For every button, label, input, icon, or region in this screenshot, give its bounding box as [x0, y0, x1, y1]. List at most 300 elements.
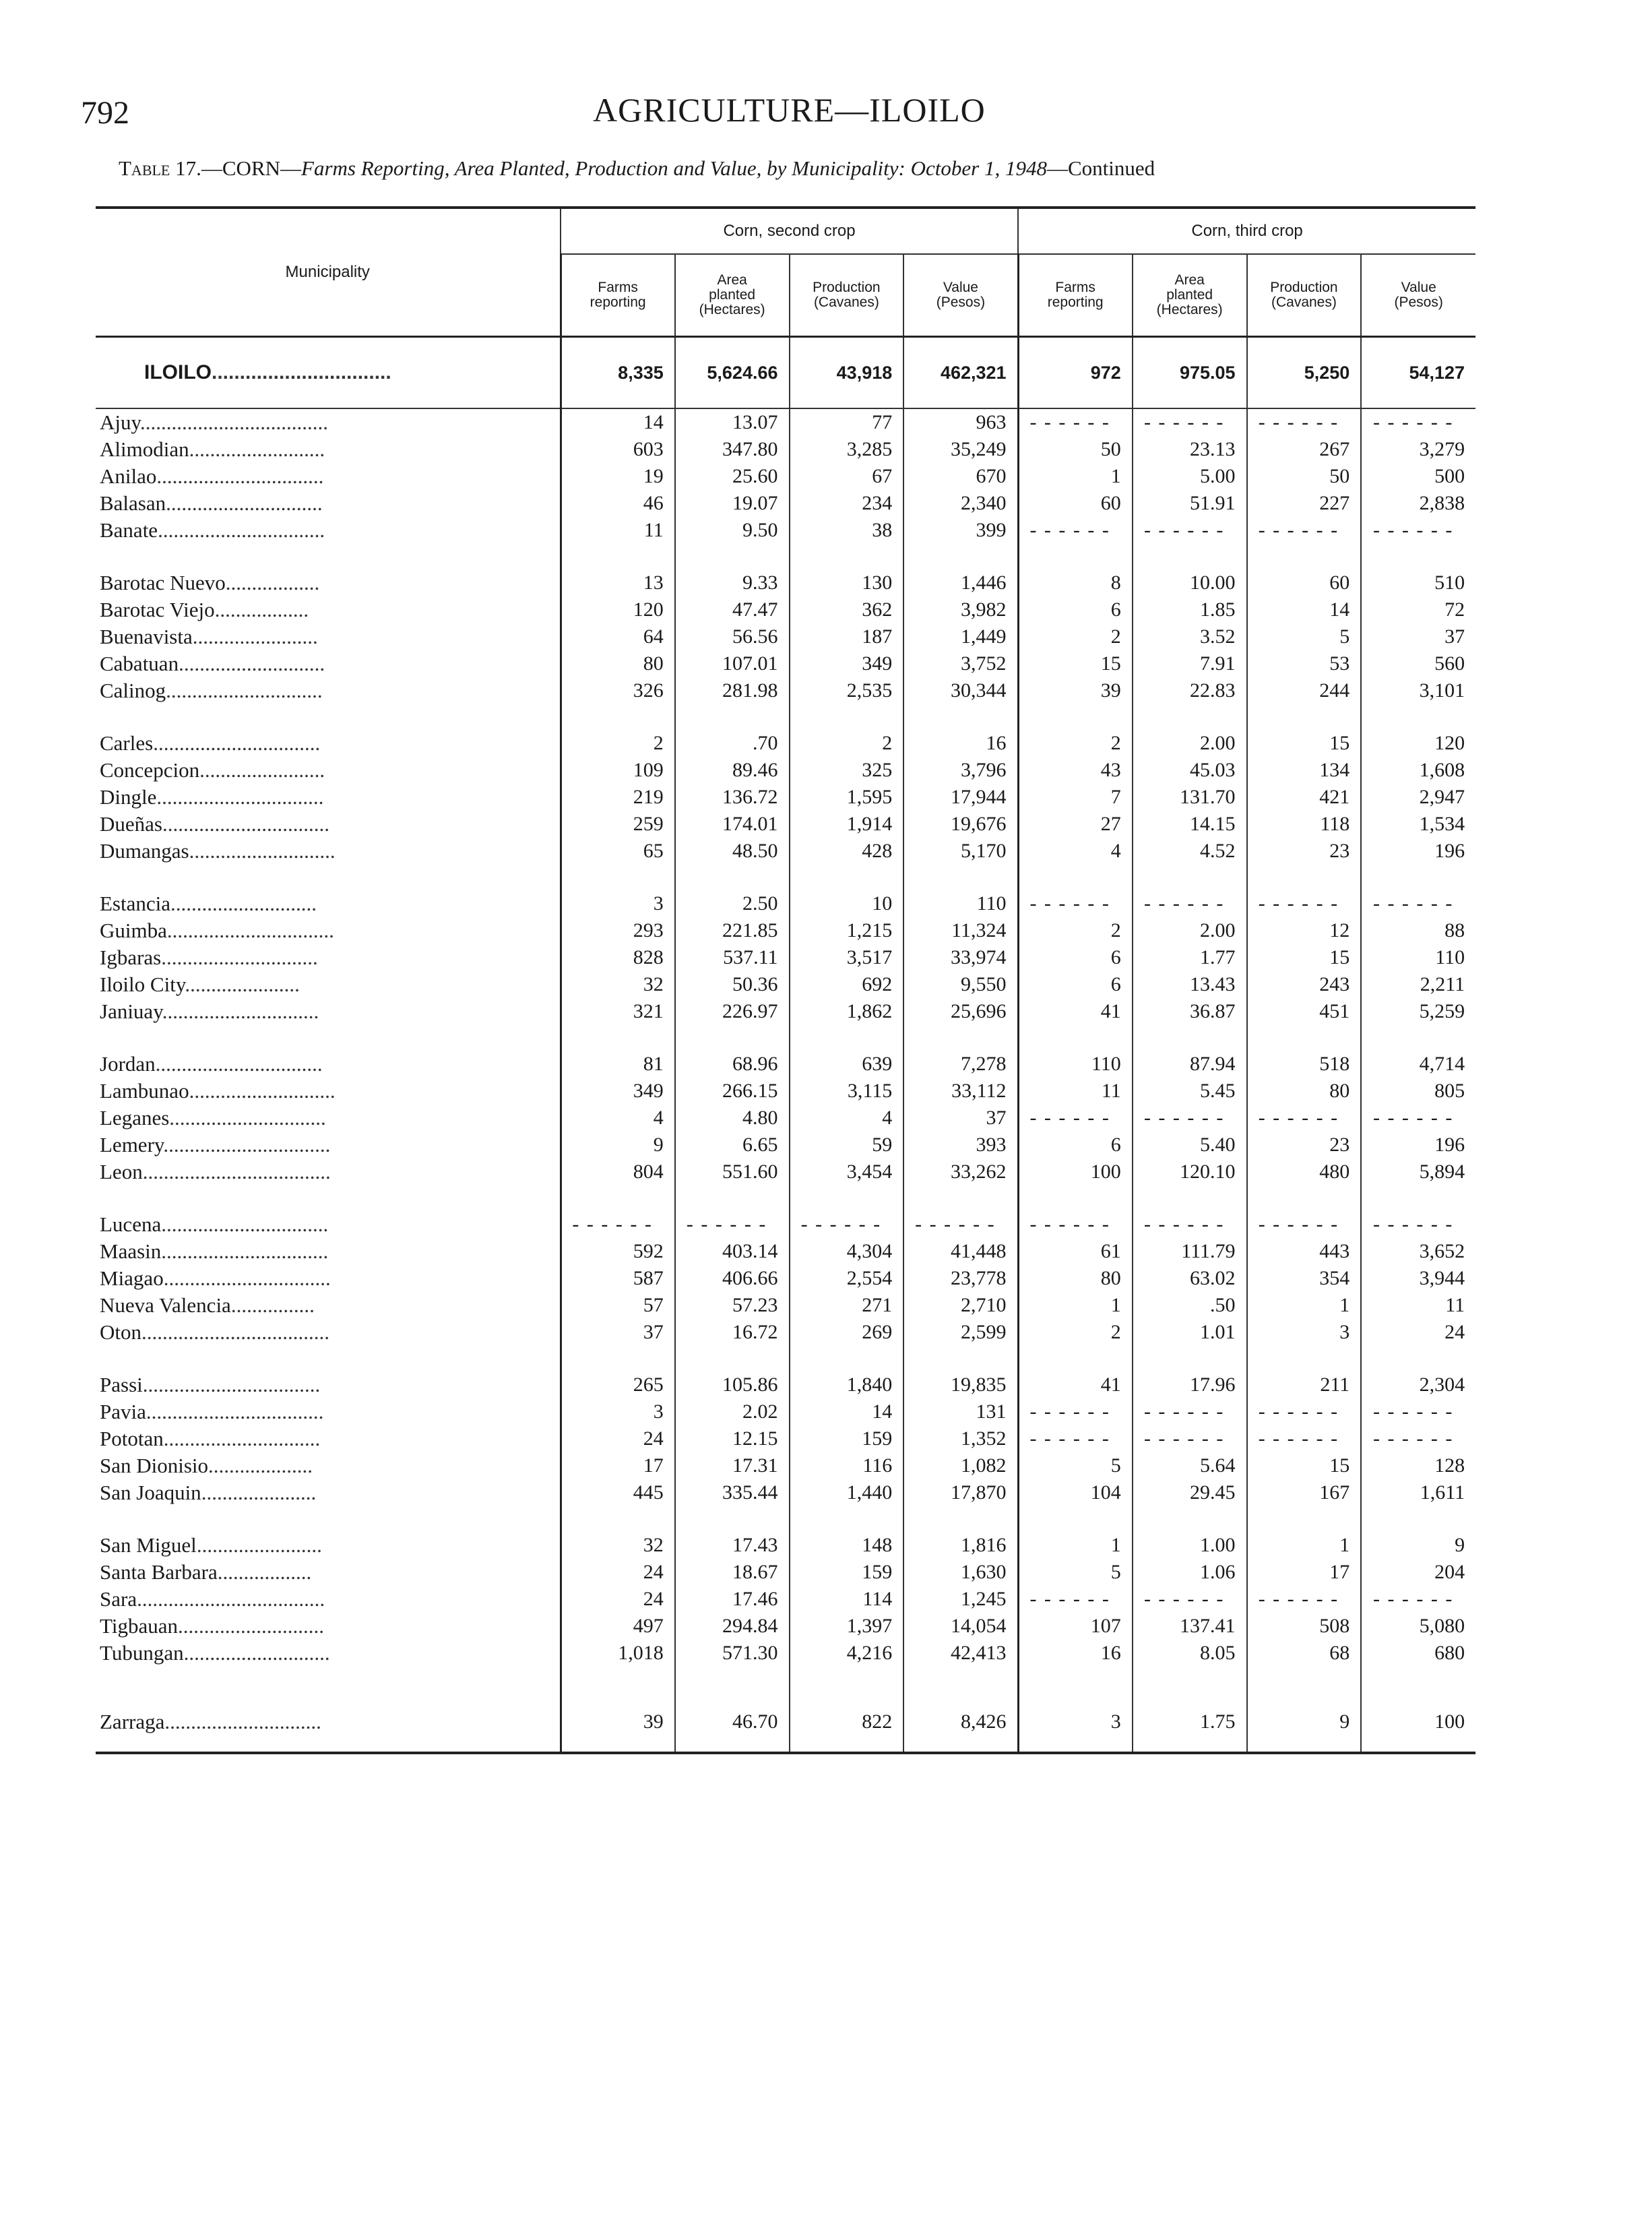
spacer-cell	[903, 1667, 1018, 1692]
value-cell: 18.67	[675, 1559, 790, 1586]
value-cell: 508	[1247, 1613, 1362, 1640]
municipality-label: Pototan	[100, 1427, 164, 1450]
spacer-cell	[790, 1667, 904, 1692]
value-cell	[1361, 1105, 1475, 1132]
value-cell: 822	[790, 1692, 904, 1753]
value-cell	[1247, 1105, 1362, 1132]
dot-leader: ......................	[185, 972, 300, 996]
value-cell: 25.60	[675, 463, 790, 490]
value-cell: 1.75	[1133, 1692, 1247, 1753]
value-cell: 23	[1247, 838, 1362, 865]
value-cell: 9,550	[903, 971, 1018, 998]
dash-leader: - - - - - -	[800, 1213, 882, 1235]
spacer-cell	[790, 544, 904, 569]
value-cell: 14.15	[1133, 811, 1247, 838]
table-row	[96, 623, 1475, 650]
value-cell	[1361, 517, 1475, 544]
value-cell: 399	[903, 517, 1018, 544]
header-row-groups	[96, 208, 1475, 254]
value-cell: 1	[1018, 1292, 1133, 1319]
value-cell: 39	[561, 1692, 675, 1753]
spacer-cell	[1018, 1667, 1133, 1692]
value-cell: 2,710	[903, 1292, 1018, 1319]
value-cell: 53	[1247, 650, 1362, 677]
spacer-cell	[1247, 865, 1362, 890]
caption-label: Table 17.	[119, 156, 201, 180]
municipality-label: San Dionisio	[100, 1454, 209, 1477]
value-cell: 17.31	[675, 1452, 790, 1479]
value-cell: 4,304	[790, 1238, 904, 1265]
municipality-label: Tubungan	[100, 1641, 184, 1665]
value-cell: 347.80	[675, 436, 790, 463]
value-cell: 37	[1361, 623, 1475, 650]
column-header	[1247, 254, 1362, 337]
dash-leader: - - - - - -	[1143, 1213, 1225, 1235]
spacer-cell	[96, 865, 561, 890]
value-cell: 5,259	[1361, 998, 1475, 1025]
municipality-name	[96, 490, 561, 517]
value-cell: 5	[1247, 623, 1362, 650]
value-cell: 5,894	[1361, 1159, 1475, 1185]
value-cell: 14	[561, 408, 675, 436]
column-header-line: reporting	[1047, 295, 1104, 310]
municipality-name	[96, 1479, 561, 1506]
value-cell: 571.30	[675, 1640, 790, 1667]
value-cell: 80	[1247, 1078, 1362, 1105]
spacer-cell	[790, 1346, 904, 1371]
value-cell: 1.00	[1133, 1532, 1247, 1559]
value-cell: 68	[1247, 1640, 1362, 1667]
value-cell: 451	[1247, 998, 1362, 1025]
spacer-cell	[790, 1025, 904, 1051]
value-cell: 5,624.66	[675, 338, 790, 408]
value-cell: 6	[1018, 971, 1133, 998]
spacer-cell	[1018, 865, 1133, 890]
column-header	[1018, 254, 1133, 337]
value-cell: 393	[903, 1132, 1018, 1159]
value-cell: 403.14	[675, 1238, 790, 1265]
column-header-line: (Cavanes)	[813, 295, 879, 310]
value-cell: 47.47	[675, 596, 790, 623]
value-cell	[1018, 890, 1133, 917]
municipality-label: Alimodian	[100, 437, 189, 461]
value-cell: 10.00	[1133, 569, 1247, 596]
spacer-cell	[1133, 1185, 1247, 1211]
spacer-cell	[1133, 1667, 1247, 1692]
value-cell: 5	[1018, 1452, 1133, 1479]
spacer-cell	[96, 544, 561, 569]
spacer-cell	[1247, 704, 1362, 730]
value-cell: 2,947	[1361, 784, 1475, 811]
value-cell: 1,215	[790, 917, 904, 944]
value-cell: 88	[1361, 917, 1475, 944]
dot-leader: ................................	[156, 464, 324, 488]
value-cell: 16	[903, 730, 1018, 757]
spacer-cell	[1133, 544, 1247, 569]
value-cell: 1.85	[1133, 596, 1247, 623]
value-cell: 22.83	[1133, 677, 1247, 704]
spacer-cell	[1361, 865, 1475, 890]
total-row	[96, 338, 1475, 408]
table-row	[96, 784, 1475, 811]
value-cell: 130	[790, 569, 904, 596]
value-cell: 349	[790, 650, 904, 677]
dash-leader: - - - - - -	[1029, 519, 1110, 541]
dot-leader: ................................	[161, 1212, 329, 1236]
value-cell: 19,835	[903, 1371, 1018, 1398]
dot-leader: ............................	[179, 652, 325, 675]
dash-leader: - - - - - -	[1143, 1400, 1225, 1423]
table-row	[96, 1452, 1475, 1479]
value-cell: 6	[1018, 1132, 1133, 1159]
value-cell: 137.41	[1133, 1613, 1247, 1640]
dash-leader: - - - - - -	[1029, 1213, 1110, 1235]
dot-leader: ........................	[192, 625, 318, 648]
dot-leader: ................................	[158, 518, 325, 542]
dash-leader: - - - - - -	[1372, 1213, 1454, 1235]
value-cell: 3,279	[1361, 436, 1475, 463]
value-cell: 24	[1361, 1319, 1475, 1346]
spacer-cell	[1247, 1506, 1362, 1532]
table-row	[96, 917, 1475, 944]
column-header	[790, 254, 904, 337]
value-cell: 2,535	[790, 677, 904, 704]
municipality-label: Dueñas	[100, 812, 162, 836]
table-row	[96, 971, 1475, 998]
value-cell: 9	[1247, 1692, 1362, 1753]
value-cell	[1247, 517, 1362, 544]
value-cell: 226.97	[675, 998, 790, 1025]
column-header	[1133, 254, 1247, 337]
value-cell: 406.66	[675, 1265, 790, 1292]
dash-leader: - - - - - -	[1258, 1107, 1339, 1129]
value-cell: 4	[790, 1105, 904, 1132]
spacer-cell	[561, 1506, 675, 1532]
table-row	[96, 1051, 1475, 1078]
value-cell: 32	[561, 971, 675, 998]
value-cell: 1,245	[903, 1586, 1018, 1613]
value-cell: 975.05	[1133, 338, 1247, 408]
value-cell	[790, 1211, 904, 1238]
value-cell: 13.07	[675, 408, 790, 436]
municipality-label: Nueva Valencia	[100, 1293, 231, 1317]
value-cell: 12.15	[675, 1425, 790, 1452]
dot-leader: ................................	[166, 919, 334, 942]
value-cell: 120.10	[1133, 1159, 1247, 1185]
dot-leader: ............................	[170, 892, 317, 915]
dash-leader: - - - - - -	[1029, 411, 1110, 433]
table-row	[96, 1078, 1475, 1105]
value-cell: 1,397	[790, 1613, 904, 1640]
value-cell: 1	[1018, 463, 1133, 490]
dot-leader: ..............................	[166, 679, 323, 702]
value-cell: 8,335	[561, 338, 675, 408]
value-cell	[1133, 1586, 1247, 1613]
municipality-label: Passi	[100, 1373, 143, 1396]
value-cell	[1133, 1398, 1247, 1425]
value-cell: 267	[1247, 436, 1362, 463]
value-cell: 64	[561, 623, 675, 650]
dash-leader: - - - - - -	[1258, 1400, 1339, 1423]
value-cell: 60	[1247, 569, 1362, 596]
municipality-name	[96, 1452, 561, 1479]
column-header	[1361, 254, 1475, 337]
page-title: AGRICULTURE—ILOILO	[593, 91, 986, 129]
dash-leader: - - - - - -	[1143, 1427, 1225, 1450]
value-cell: 17,870	[903, 1479, 1018, 1506]
value-cell: 497	[561, 1613, 675, 1640]
value-cell: 560	[1361, 650, 1475, 677]
spacer-cell	[96, 1185, 561, 1211]
value-cell: 3.52	[1133, 623, 1247, 650]
value-cell: 1,862	[790, 998, 904, 1025]
municipality-name	[96, 1371, 561, 1398]
value-cell: 41,448	[903, 1238, 1018, 1265]
spacer-cell	[1361, 1346, 1475, 1371]
table-row	[96, 1211, 1475, 1238]
spacer-cell	[675, 1025, 790, 1051]
dash-leader: - - - - - -	[1029, 1400, 1110, 1423]
value-cell: 3	[561, 1398, 675, 1425]
dash-leader: - - - - - -	[1143, 411, 1225, 433]
column-header-line: planted	[1166, 287, 1213, 303]
value-cell: 13.43	[1133, 971, 1247, 998]
value-cell: 2	[1018, 623, 1133, 650]
table-row	[96, 1613, 1475, 1640]
value-cell: 3,115	[790, 1078, 904, 1105]
spacer-cell	[96, 1346, 561, 1371]
value-cell	[1018, 1586, 1133, 1613]
dot-leader: ..................	[214, 598, 309, 621]
table-row	[96, 569, 1475, 596]
value-cell: 639	[790, 1051, 904, 1078]
municipality-name	[96, 1319, 561, 1346]
value-cell: 131.70	[1133, 784, 1247, 811]
value-cell	[1361, 1211, 1475, 1238]
municipality-name	[96, 338, 561, 408]
value-cell: 3	[1018, 1692, 1133, 1753]
value-cell: 362	[790, 596, 904, 623]
value-cell: 51.91	[1133, 490, 1247, 517]
value-cell: 42,413	[903, 1640, 1018, 1667]
value-cell: 23.13	[1133, 436, 1247, 463]
value-cell: 17	[1247, 1559, 1362, 1586]
municipality-name	[96, 811, 561, 838]
value-cell: 196	[1361, 1132, 1475, 1159]
value-cell: 50	[1247, 463, 1362, 490]
value-cell: 500	[1361, 463, 1475, 490]
value-cell: 1,082	[903, 1452, 1018, 1479]
value-cell: 19	[561, 463, 675, 490]
value-cell: 1	[1247, 1292, 1362, 1319]
spacer-cell	[561, 865, 675, 890]
value-cell: 65	[561, 838, 675, 865]
municipality-label: Guimba	[100, 919, 167, 942]
value-cell: 29.45	[1133, 1479, 1247, 1506]
value-cell: 2	[561, 730, 675, 757]
value-cell: 428	[790, 838, 904, 865]
value-cell: 2,340	[903, 490, 1018, 517]
value-cell: 136.72	[675, 784, 790, 811]
municipality-name	[96, 1586, 561, 1613]
municipality-name	[96, 890, 561, 917]
table-row	[96, 1265, 1475, 1292]
value-cell: 15	[1018, 650, 1133, 677]
value-cell: 3,752	[903, 650, 1018, 677]
table-row	[96, 998, 1475, 1025]
value-cell: 592	[561, 1238, 675, 1265]
spacer-cell	[903, 544, 1018, 569]
column-header-line: (Hectares)	[699, 302, 765, 317]
municipality-name	[96, 1159, 561, 1185]
value-cell: 1.06	[1133, 1559, 1247, 1586]
spacer-cell	[790, 704, 904, 730]
value-cell: 15	[1247, 730, 1362, 757]
dot-leader: ....................................	[140, 410, 328, 434]
municipality-name	[96, 971, 561, 998]
value-cell: 2,304	[1361, 1371, 1475, 1398]
value-cell: 23	[1247, 1132, 1362, 1159]
spacer-cell	[675, 1346, 790, 1371]
municipality-label: Anilao	[100, 464, 157, 488]
column-header-line: (Cavanes)	[1271, 295, 1337, 310]
value-cell: 110	[903, 890, 1018, 917]
municipality-label: San Miguel	[100, 1533, 197, 1557]
dot-leader: ....................	[208, 1454, 313, 1477]
value-cell: 104	[1018, 1479, 1133, 1506]
group-header: Corn, second crop	[561, 208, 1018, 254]
spacer-cell	[1361, 544, 1475, 569]
value-cell: 5.64	[1133, 1452, 1247, 1479]
municipality-label: Concepcion	[100, 758, 200, 782]
value-cell: 19.07	[675, 490, 790, 517]
column-header-line: Farms	[598, 280, 638, 295]
value-cell: 3,652	[1361, 1238, 1475, 1265]
municipality-name	[96, 1613, 561, 1640]
spacer-cell	[1361, 1025, 1475, 1051]
dash-leader: - - - - - -	[686, 1213, 767, 1235]
municipality-label: Iloilo City	[100, 972, 185, 996]
value-cell: 294.84	[675, 1613, 790, 1640]
value-cell: 30,344	[903, 677, 1018, 704]
dot-leader: ................................	[156, 785, 324, 809]
dot-leader: ....................................	[137, 1587, 325, 1611]
value-cell: 16.72	[675, 1319, 790, 1346]
dash-leader: - - - - - -	[1372, 411, 1454, 433]
municipality-name	[96, 436, 561, 463]
value-cell: 462,321	[903, 338, 1018, 408]
spacer-cell	[903, 1506, 1018, 1532]
municipality-name	[96, 757, 561, 784]
dot-leader: ................................	[153, 731, 321, 755]
value-cell	[1018, 1425, 1133, 1452]
value-cell	[1133, 1425, 1247, 1452]
value-cell: 14	[1247, 596, 1362, 623]
value-cell: 24	[561, 1586, 675, 1613]
dash-leader: - - - - - -	[572, 1213, 653, 1235]
value-cell: 443	[1247, 1238, 1362, 1265]
spacer-cell	[903, 1185, 1018, 1211]
dot-leader: ................................	[163, 1266, 331, 1290]
dash-leader: - - - - - -	[1258, 519, 1339, 541]
municipality-label: Maasin	[100, 1239, 162, 1263]
municipality-label: Jordan	[100, 1052, 156, 1076]
value-cell: 17.96	[1133, 1371, 1247, 1398]
value-cell: 4.52	[1133, 838, 1247, 865]
value-cell: 107	[1018, 1613, 1133, 1640]
value-cell: 7,278	[903, 1051, 1018, 1078]
block-spacer	[96, 544, 1475, 569]
value-cell: 134	[1247, 757, 1362, 784]
value-cell: 60	[1018, 490, 1133, 517]
dot-leader: ............................	[177, 1614, 324, 1638]
spacer-cell	[675, 1185, 790, 1211]
value-cell	[1018, 517, 1133, 544]
dot-leader: ............................	[189, 839, 336, 863]
municipality-name	[96, 596, 561, 623]
value-cell: 14	[790, 1398, 904, 1425]
table-row	[96, 1532, 1475, 1559]
municipality-name	[96, 1425, 561, 1452]
caption-subject: —CORN—	[201, 156, 302, 180]
spacer-cell	[1018, 704, 1133, 730]
value-cell: 110	[1018, 1051, 1133, 1078]
column-header-line: (Pesos)	[1394, 295, 1443, 310]
spacer-cell	[1247, 1185, 1362, 1211]
dot-leader: ................................	[212, 361, 391, 383]
table-row	[96, 1319, 1475, 1346]
municipality-name	[96, 784, 561, 811]
spacer-cell	[561, 1346, 675, 1371]
value-cell: 1,595	[790, 784, 904, 811]
spacer-cell	[96, 704, 561, 730]
value-cell: 5.45	[1133, 1078, 1247, 1105]
value-cell: 13	[561, 569, 675, 596]
value-cell: 9	[1361, 1532, 1475, 1559]
value-cell	[1133, 1211, 1247, 1238]
value-cell: 24	[561, 1559, 675, 1586]
spacer-cell	[96, 1667, 561, 1692]
table-caption	[119, 156, 1155, 181]
value-cell: 421	[1247, 784, 1362, 811]
table-row	[96, 1159, 1475, 1185]
value-cell: 1,352	[903, 1425, 1018, 1452]
municipality-name	[96, 517, 561, 544]
dot-leader: ..............................	[162, 999, 319, 1023]
table-row	[96, 1425, 1475, 1452]
value-cell: 3,285	[790, 436, 904, 463]
dot-leader: ........................	[196, 1533, 322, 1557]
value-cell: 148	[790, 1532, 904, 1559]
value-cell: 2	[1018, 1319, 1133, 1346]
value-cell	[1361, 890, 1475, 917]
value-cell: 131	[903, 1398, 1018, 1425]
column-header-line: Production	[813, 280, 881, 295]
value-cell: 110	[1361, 944, 1475, 971]
spacer-cell	[561, 1185, 675, 1211]
municipality-label: Sara	[100, 1587, 137, 1611]
dash-leader: - - - - - -	[915, 1213, 996, 1235]
dash-leader: - - - - - -	[1372, 1427, 1454, 1450]
value-cell: 293	[561, 917, 675, 944]
value-cell: 27	[1018, 811, 1133, 838]
municipality-label: Lucena	[100, 1212, 162, 1236]
value-cell: 63.02	[1133, 1265, 1247, 1292]
value-cell: 805	[1361, 1078, 1475, 1105]
table-row	[96, 517, 1475, 544]
value-cell: 41	[1018, 998, 1133, 1025]
value-cell: 8.05	[1133, 1640, 1247, 1667]
